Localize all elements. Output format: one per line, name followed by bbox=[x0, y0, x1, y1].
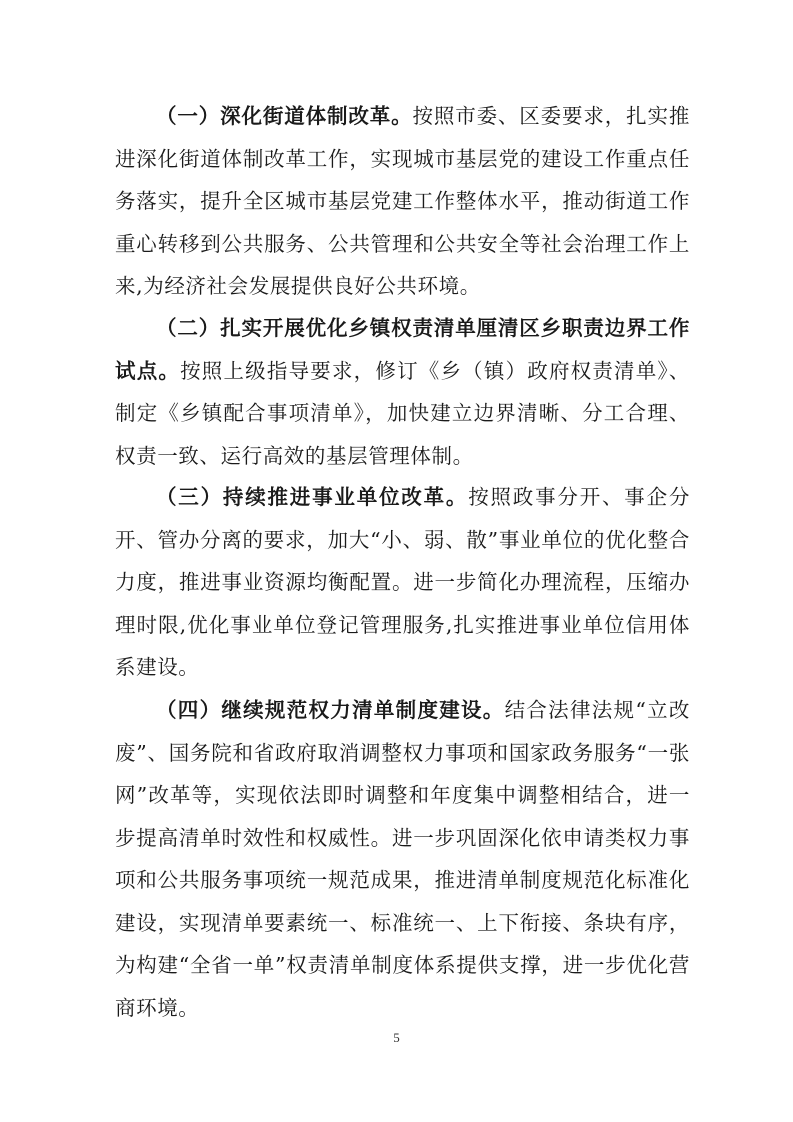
page-number: 5 bbox=[393, 1030, 400, 1045]
paragraph-township-power-list bbox=[115, 307, 690, 477]
paragraph-heading: （四）继续规范权力清单制度建设。 bbox=[156, 698, 505, 722]
paragraph-body: 按照政事分开、事企分开、管办分离的要求，加大“小、弱、散”事业单位的优化整合力度，推进事业资源均衡配置。进一步简化办理流程，压缩办理时限,优化事业单位登记管理服务,扎实推进事业单位信用体系建设。 bbox=[115, 485, 691, 679]
paragraph-body: 结合法律法规“立改废”、国务院和省政府取消调整权力事项和国家政务服务“一张网”改革等，实现依法即时调整和年度集中调整相结合，进一步提高清单时效性和权威性。进一步巩固深化依申请类权力事项和公共服务事项统一规范成果，推进清单制度规范化标准化建设，实现清单要素统一、标准统一、上下衔接、条块有序，为构建“全省一单”权责清单制度体系提供支撑，进一步优化营商环境。 bbox=[115, 698, 690, 1020]
paragraph-body: 按照上级指导要求，修订《乡（镇）政府权责清单》、制定《乡镇配合事项清单》，加快建立边界清晰、分工合理、权责一致、运行高效的基层管理体制。 bbox=[115, 358, 690, 468]
paragraph-heading: （二）扎实开展优化乡镇权责清单厘清区乡职责边界工作试点。 bbox=[115, 316, 690, 383]
paragraph-heading: （一）深化街道体制改革。 bbox=[156, 104, 413, 128]
paragraph-power-list-system bbox=[115, 689, 690, 1029]
paragraph-body: 按照市委、区委要求，扎实推进深化街道体制改革工作，实现城市基层党的建设工作重点任务落实，提升全区城市基层党建工作整体水平，推动街道工作重心转移到公共服务、公共管理和公共安全等社会治理工作上来,为经济社会发展提供良好公共环境。 bbox=[115, 104, 690, 298]
paragraph-heading: （三）持续推进事业单位改革。 bbox=[156, 485, 469, 509]
paragraph-street-reform bbox=[115, 95, 690, 308]
paragraph-public-institution-reform bbox=[115, 476, 690, 689]
